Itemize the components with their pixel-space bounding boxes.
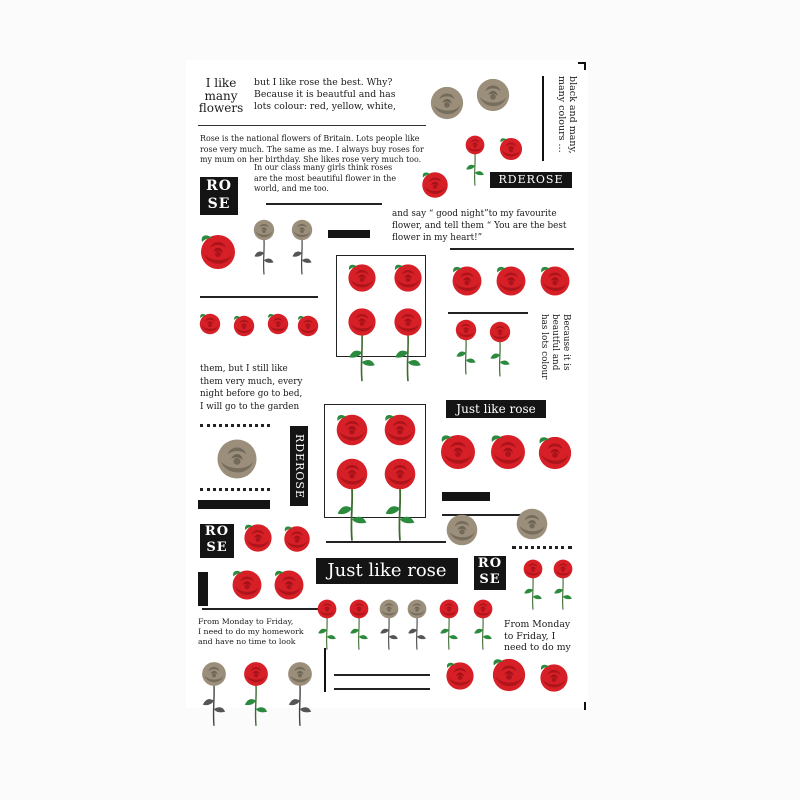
them-text: them, but I still like them very much, every night before go to bed, I will go to the garden [200,364,303,412]
dotted-rule-1 [200,424,270,427]
rose-stem-icon [252,218,276,276]
good-night-text: and say “ good night”to my favourite flower, and tell them “ You are the best flower in my heart!” [392,209,567,243]
rose-stem-icon [552,558,574,611]
rose-sepia-icon [444,512,480,548]
rule-4 [450,248,574,250]
rose-icon [450,264,484,298]
rose-icon [536,434,574,472]
rule-2 [266,203,382,205]
rose-icon [420,170,450,200]
rose-sepia-icon [428,84,466,122]
class-text: In our class many girls think roses are the most beautiful flower in the world, and me too. [254,163,397,193]
i-like-flowers-text: I like many flowers [198,76,244,115]
rose-icon [346,262,378,294]
dotted-rule-3 [512,546,572,549]
rose-sepia-icon [214,436,260,482]
rose-icon [498,136,524,162]
rose-icon [242,522,274,554]
corner-mark-bottom [584,702,586,710]
monday-left-text: From Monday to Friday, I need to do my homework and have no time to look [198,617,304,646]
rose-icon [438,432,478,472]
rose-icon [266,312,290,336]
rose-icon [232,314,256,338]
rose-icon [282,524,312,554]
monday-right-text: From Monday to Friday, I need to do my [504,619,571,653]
rose-stem-icon [334,456,370,542]
bar-vert-bottom [324,648,326,692]
rose-label-1: RO SE [200,177,238,215]
rose-icon [198,312,222,336]
rose-icon [488,432,528,472]
rose-stem-icon [454,318,478,376]
rose-icon [198,232,238,272]
rose-icon [392,262,424,294]
rderose-label-1: RDEROSE [490,172,572,188]
bar-4 [198,572,208,606]
rose-icon [296,314,320,338]
rose-stem-icon [200,660,228,727]
sticker-sheet [186,60,588,708]
rose-stem-icon [438,598,460,651]
rose-icon [272,568,306,602]
rose-icon [444,660,476,692]
rose-stem-icon [316,598,338,651]
rule-3 [200,296,318,298]
rule-9 [334,674,430,676]
rose-stem-icon [286,660,314,727]
rose-icon [230,568,264,602]
rose-stem-icon [290,218,314,276]
rose-stem-icon [346,306,378,383]
rose-icon [538,662,570,694]
rderose-label-2: RDEROSE [290,426,308,506]
rose-icon [382,412,418,448]
rule-8 [202,608,322,610]
rose-stem-icon [382,456,418,542]
vertical-colours-text: black and many, many colours ... [556,76,578,154]
rose-stem-icon [522,558,544,611]
just-like-rose-label-1: Just like rose [446,400,546,418]
bar-1 [328,230,370,238]
rose-label-3: RO SE [474,556,506,590]
rose-sepia-icon [514,506,550,542]
rose-icon [538,264,572,298]
rose-stem-icon [242,660,270,727]
rose-stem-icon [406,598,428,651]
bar-3 [442,492,490,501]
rule-10 [334,688,430,690]
vertical-because-text: Because it is beautful and has lots colour [539,314,571,380]
intro-text: but I like rose the best. Why? Because it is beautful and has lots colour: red, yellow, white, [254,77,396,112]
dotted-rule-2 [200,488,270,491]
rose-icon [334,412,370,448]
rule-5 [448,312,528,314]
rose-stem-icon [472,598,494,651]
rose-stem-icon [348,598,370,651]
rose-stem-icon [378,598,400,651]
rose-stem-icon [392,306,424,383]
rose-stem-icon [488,320,512,378]
rose-label-2: RO SE [200,524,234,558]
divider-vertical [542,76,544,161]
rose-icon [494,264,528,298]
national-text: Rose is the national flowers of Britain. Lots people like rose very much. The same as me. I always buy roses for my mum on her birthday. She likes rose very much too. [200,134,424,164]
rose-icon [490,656,528,694]
rose-stem-icon [464,134,486,187]
bar-2 [198,500,270,509]
just-like-rose-label-2: Just like rose [316,558,458,584]
rule-1 [198,125,426,126]
rose-sepia-icon [474,76,512,114]
corner-mark-top-v [584,62,586,70]
